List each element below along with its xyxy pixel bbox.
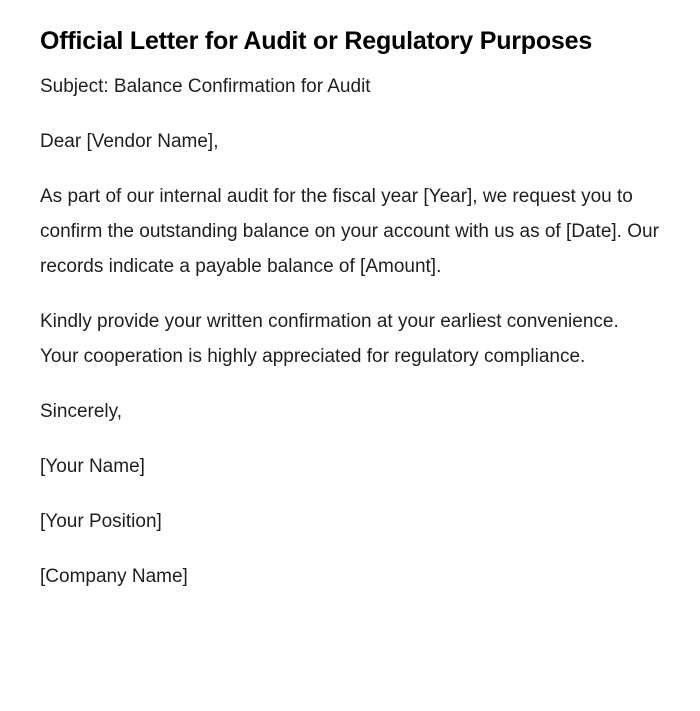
letter-closing: Sincerely, [40, 401, 123, 422]
letter-title: Official Letter for Audit or Regulatory Purposes [40, 27, 593, 55]
signature-company: [Company Name] [40, 566, 188, 587]
letter-subject: Subject: Balance Confirmation for Audit [40, 76, 371, 97]
signature-position: [Your Position] [40, 511, 162, 532]
letter-paragraph-confirmation: Kindly provide your written confirmation at your earliest convenience. Your cooperation is highly appreciated for regulatory compliance. [40, 311, 619, 367]
letter-greeting: Dear [Vendor Name], [40, 131, 219, 152]
letter-document [40, 22, 660, 594]
signature-name: [Your Name] [40, 456, 145, 477]
letter-paragraph-audit-request: As part of our internal audit for the fiscal year [Year], we request you to confirm the outstanding balance on your account with us as of [Date]. Our records indicate a payable balance of [Amount]. [40, 186, 659, 277]
